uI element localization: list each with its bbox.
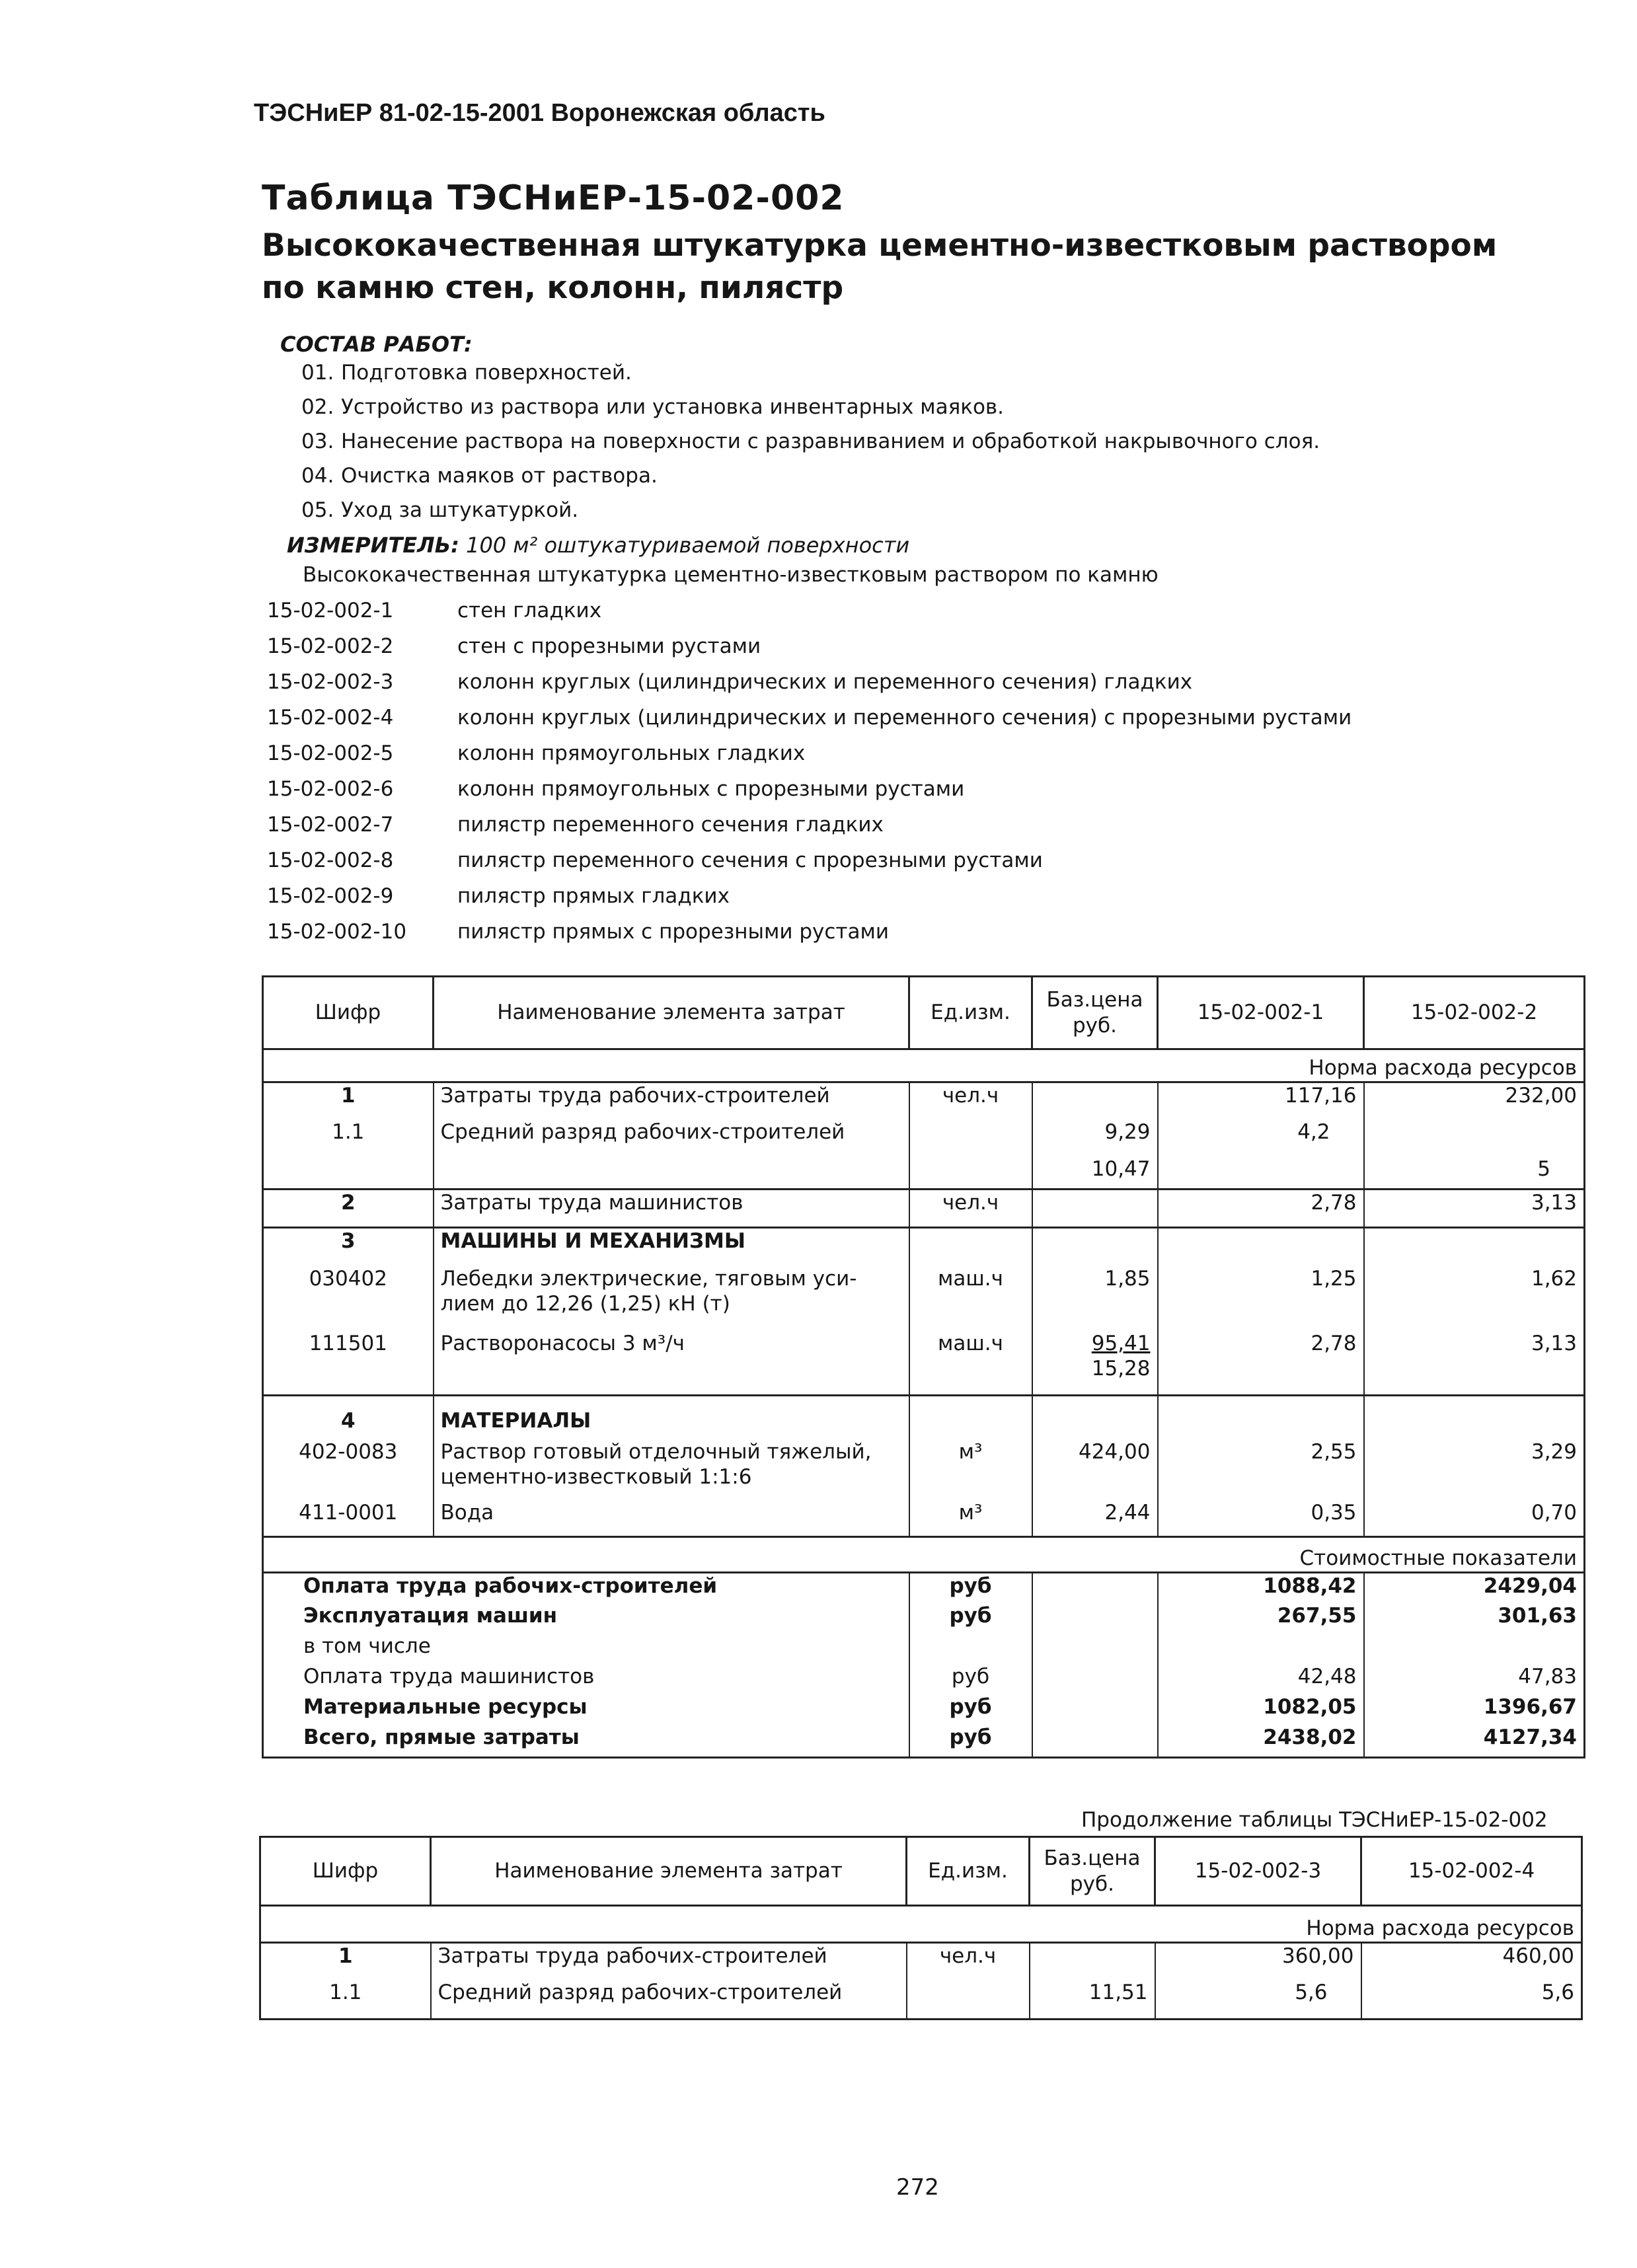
table-row	[263, 1500, 1585, 1537]
cell-name: Растворонасосы 3 м³/ч	[434, 1331, 909, 1396]
cost-row-label: Материальные ресурсы	[263, 1694, 909, 1725]
table-title: Таблица ТЭСНиЕР-15-02-002	[262, 178, 845, 218]
cell-unit: маш.ч	[909, 1331, 1032, 1396]
table-row	[263, 1190, 1585, 1228]
cost-row-value-2: 2429,04	[1364, 1573, 1585, 1603]
cell-value-2	[1364, 1119, 1585, 1156]
cost-row	[263, 1634, 1585, 1664]
cost-row-label: Эксплуатация машин	[263, 1603, 909, 1634]
work-item: 04. Очистка маяков от раствора.	[301, 464, 658, 488]
cell-code: 030402	[263, 1266, 434, 1331]
work-item: 05. Уход за штукатуркой.	[301, 498, 579, 522]
cell-name: Средний разряд рабочих-строителей	[431, 1980, 907, 2020]
cell-price: 2,44	[1032, 1500, 1158, 1537]
cell-price	[1030, 1943, 1155, 1980]
cell-price: 1,85	[1032, 1266, 1158, 1331]
code-number: 15-02-002-10	[267, 920, 407, 944]
header-col2: 15-02-002-2	[1364, 977, 1585, 1049]
resource-table-2	[259, 1836, 1583, 2020]
code-number: 15-02-002-7	[267, 813, 394, 837]
work-item: 01. Подготовка поверхностей.	[301, 361, 632, 385]
code-description: пилястр переменного сечения с прорезными рустами	[457, 849, 1043, 872]
table-subtitle-line1: Высококачественная штукатурка цементно-известковым раствором	[262, 227, 1498, 264]
cell-code: 1.1	[263, 1119, 434, 1156]
table-row	[263, 1119, 1585, 1156]
cost-row-value-2: 4127,34	[1364, 1725, 1585, 1758]
cost-row-value-1: 267,55	[1158, 1603, 1364, 1634]
norm-label-row	[260, 1906, 1582, 1943]
cost-row	[263, 1664, 1585, 1694]
norm-label-row	[263, 1049, 1585, 1082]
cell-name: Средний разряд рабочих-строителей	[434, 1119, 909, 1156]
code-number: 15-02-002-3	[267, 670, 394, 694]
cell-value-1: 360,00	[1155, 1943, 1361, 1980]
table-row	[260, 1943, 1582, 1980]
cell-code: 2	[263, 1190, 434, 1228]
cell-name: Лебедки электрические, тяговым уси- лием до 12,26 (1,25) кН (т)	[434, 1266, 909, 1331]
cell-value-1: 2,78	[1158, 1331, 1364, 1396]
continuation-title: Продолжение таблицы ТЭСНиЕР-15-02-002	[1081, 1808, 1548, 1832]
cost-row-label: Оплата труда машинистов	[263, 1664, 909, 1694]
table-subtitle-line2: по камню стен, колонн, пилястр	[262, 270, 844, 306]
cell-unit: маш.ч	[909, 1266, 1032, 1331]
table-row	[263, 1434, 1585, 1500]
table-row	[263, 1331, 1585, 1396]
code-description: пилястр переменного сечения гладких	[457, 813, 884, 837]
table-section-row	[263, 1228, 1585, 1266]
code-number: 15-02-002-8	[267, 849, 394, 872]
cost-row-value-1: 1088,42	[1158, 1573, 1364, 1603]
code-number: 15-02-002-9	[267, 884, 394, 908]
code-description: стен с прорезными рустами	[457, 634, 761, 658]
header-code: Шифр	[260, 1837, 431, 1906]
code-number: 15-02-002-4	[267, 706, 394, 730]
table-header-row	[260, 1837, 1582, 1906]
code-description: колонн прямоугольных с прорезными рустами	[457, 777, 965, 801]
cell-value-1: 2,55	[1158, 1434, 1364, 1500]
header-col1: 15-02-002-3	[1155, 1837, 1361, 1906]
measure-line: ИЗМЕРИТЕЛЬ: 100 м² оштукатуриваемой поверхности	[287, 533, 910, 558]
code-description: колонн круглых (цилиндрических и переменного сечения) гладких	[457, 670, 1193, 694]
cost-row-value-1: 2438,02	[1158, 1725, 1364, 1758]
cell-price: 10,47	[1032, 1156, 1158, 1190]
cell-unit: чел.ч	[907, 1943, 1030, 1980]
section-heading: МАШИНЫ И МЕХАНИЗМЫ	[434, 1228, 909, 1266]
cell-price: 9,29	[1032, 1119, 1158, 1156]
cell-value-1: 4,2	[1158, 1119, 1364, 1156]
code-description: колонн круглых (цилиндрических и переменного сечения) с прорезными рустами	[457, 706, 1352, 730]
cell-name: Вода	[434, 1500, 909, 1537]
cell-code: 1	[260, 1943, 431, 1980]
cost-label: Стоимостные показатели	[263, 1537, 1585, 1573]
cell-value-2: 1,62	[1364, 1266, 1585, 1331]
cost-row-value-2: 301,63	[1364, 1603, 1585, 1634]
cell-value-1: 2,78	[1158, 1190, 1364, 1228]
cost-row-unit: руб	[909, 1573, 1032, 1603]
cost-row-value-2: 47,83	[1364, 1664, 1585, 1694]
cost-row	[263, 1694, 1585, 1725]
cell-name: Затраты труда рабочих-строителей	[434, 1082, 909, 1119]
cell-value-1: 0,35	[1158, 1500, 1364, 1537]
norm-label: Норма расхода ресурсов	[263, 1049, 1585, 1082]
header-price: Баз.цена руб.	[1032, 977, 1158, 1049]
work-item: 02. Устройство из раствора или установка инвентарных маяков.	[301, 395, 1005, 419]
cost-row-value-1: 42,48	[1158, 1664, 1364, 1694]
header-unit: Ед.изм.	[907, 1837, 1030, 1906]
header-col2: 15-02-002-4	[1361, 1837, 1582, 1906]
cell-value-2: 5	[1364, 1156, 1585, 1190]
code-description: стен гладких	[457, 599, 602, 623]
header-unit: Ед.изм.	[909, 977, 1032, 1049]
work-composition-label: СОСТАВ РАБОТ:	[280, 332, 473, 357]
cell-unit	[907, 1980, 1030, 2020]
code-number: 15-02-002-6	[267, 777, 394, 801]
cell-name: Раствор готовый отделочный тяжелый, цементно-известковый 1:1:6	[434, 1434, 909, 1500]
table-row	[260, 1980, 1582, 2020]
header-name: Наименование элемента затрат	[431, 1837, 907, 1906]
norm-label: Норма расхода ресурсов	[260, 1906, 1582, 1943]
cost-row-value-1	[1158, 1634, 1364, 1664]
code-description: пилястр прямых с прорезными рустами	[457, 920, 889, 944]
cost-row-unit	[909, 1634, 1032, 1664]
cell-code: 1.1	[260, 1980, 431, 2020]
cell-code: 411-0001	[263, 1500, 434, 1537]
cell-value-2: 232,00	[1364, 1082, 1585, 1119]
code-description: пилястр прямых гладких	[457, 884, 730, 908]
code-number: 15-02-002-5	[267, 741, 394, 765]
cost-row-unit: руб	[909, 1725, 1032, 1758]
cell-unit: м³	[909, 1500, 1032, 1537]
cell-unit: м³	[909, 1434, 1032, 1500]
cost-row-label: Оплата труда рабочих-строителей	[263, 1573, 909, 1603]
cell-name: Затраты труда машинистов	[434, 1190, 909, 1228]
cost-row-unit: руб	[909, 1694, 1032, 1725]
code-number: 15-02-002-1	[267, 599, 394, 623]
cost-row-value-2: 1396,67	[1364, 1694, 1585, 1725]
cell-value-2: 460,00	[1361, 1943, 1582, 1980]
cost-row-unit: руб	[909, 1603, 1032, 1634]
table-row	[263, 1082, 1585, 1119]
cell-price: 95,41 15,28	[1032, 1331, 1158, 1396]
cell-value-2: 5,6	[1361, 1980, 1582, 2020]
cell-unit: чел.ч	[909, 1190, 1032, 1228]
cell-price: 11,51	[1030, 1980, 1155, 2020]
cost-row	[263, 1573, 1585, 1603]
cell-name: Затраты труда рабочих-строителей	[431, 1943, 907, 1980]
cost-row-label: Всего, прямые затраты	[263, 1725, 909, 1758]
cell-code: 4	[263, 1396, 434, 1434]
code-number: 15-02-002-2	[267, 634, 394, 658]
cell-unit: чел.ч	[909, 1082, 1032, 1119]
cell-value-1: 5,6	[1155, 1980, 1361, 2020]
cost-row-value-1: 1082,05	[1158, 1694, 1364, 1725]
cell-code: 111501	[263, 1331, 434, 1396]
cell-code: 1	[263, 1082, 434, 1119]
resource-table-1	[262, 975, 1585, 1758]
cell-value-2: 3,29	[1364, 1434, 1585, 1500]
cell-unit	[909, 1119, 1032, 1156]
cost-row	[263, 1725, 1585, 1758]
page-number: 272	[896, 2174, 939, 2201]
cost-row-label: в том числе	[263, 1634, 909, 1664]
cost-row-unit: руб	[909, 1664, 1032, 1694]
measure-description: Высококачественная штукатурка цементно-известковым раствором по камню	[303, 563, 1159, 587]
table-section-row	[263, 1396, 1585, 1434]
cell-value-2: 0,70	[1364, 1500, 1585, 1537]
cell-value-2: 3,13	[1364, 1190, 1585, 1228]
table-header-row	[263, 977, 1585, 1049]
table-row	[263, 1156, 1585, 1190]
cell-price: 424,00	[1032, 1434, 1158, 1500]
header-col1: 15-02-002-1	[1158, 977, 1364, 1049]
section-heading: МАТЕРИАЛЫ	[434, 1396, 909, 1434]
cell-value-1: 117,16	[1158, 1082, 1364, 1119]
document-header: ТЭСНиЕР 81-02-15-2001 Воронежская область	[254, 99, 825, 127]
header-code: Шифр	[263, 977, 434, 1049]
table-row	[263, 1266, 1585, 1331]
cell-value-1: 1,25	[1158, 1266, 1364, 1331]
header-name: Наименование элемента затрат	[434, 977, 909, 1049]
header-price: Баз.цена руб.	[1030, 1837, 1155, 1906]
cost-label-row	[263, 1537, 1585, 1573]
cost-row-value-2	[1364, 1634, 1585, 1664]
cost-row	[263, 1603, 1585, 1634]
cell-price	[1032, 1190, 1158, 1228]
code-description: колонн прямоугольных гладких	[457, 741, 806, 765]
cell-value-2: 3,13	[1364, 1331, 1585, 1396]
work-item: 03. Нанесение раствора на поверхности с разравниванием и обработкой накрывочного слоя.	[301, 430, 1320, 453]
cell-price	[1032, 1082, 1158, 1119]
cell-code: 3	[263, 1228, 434, 1266]
cell-code: 402-0083	[263, 1434, 434, 1500]
